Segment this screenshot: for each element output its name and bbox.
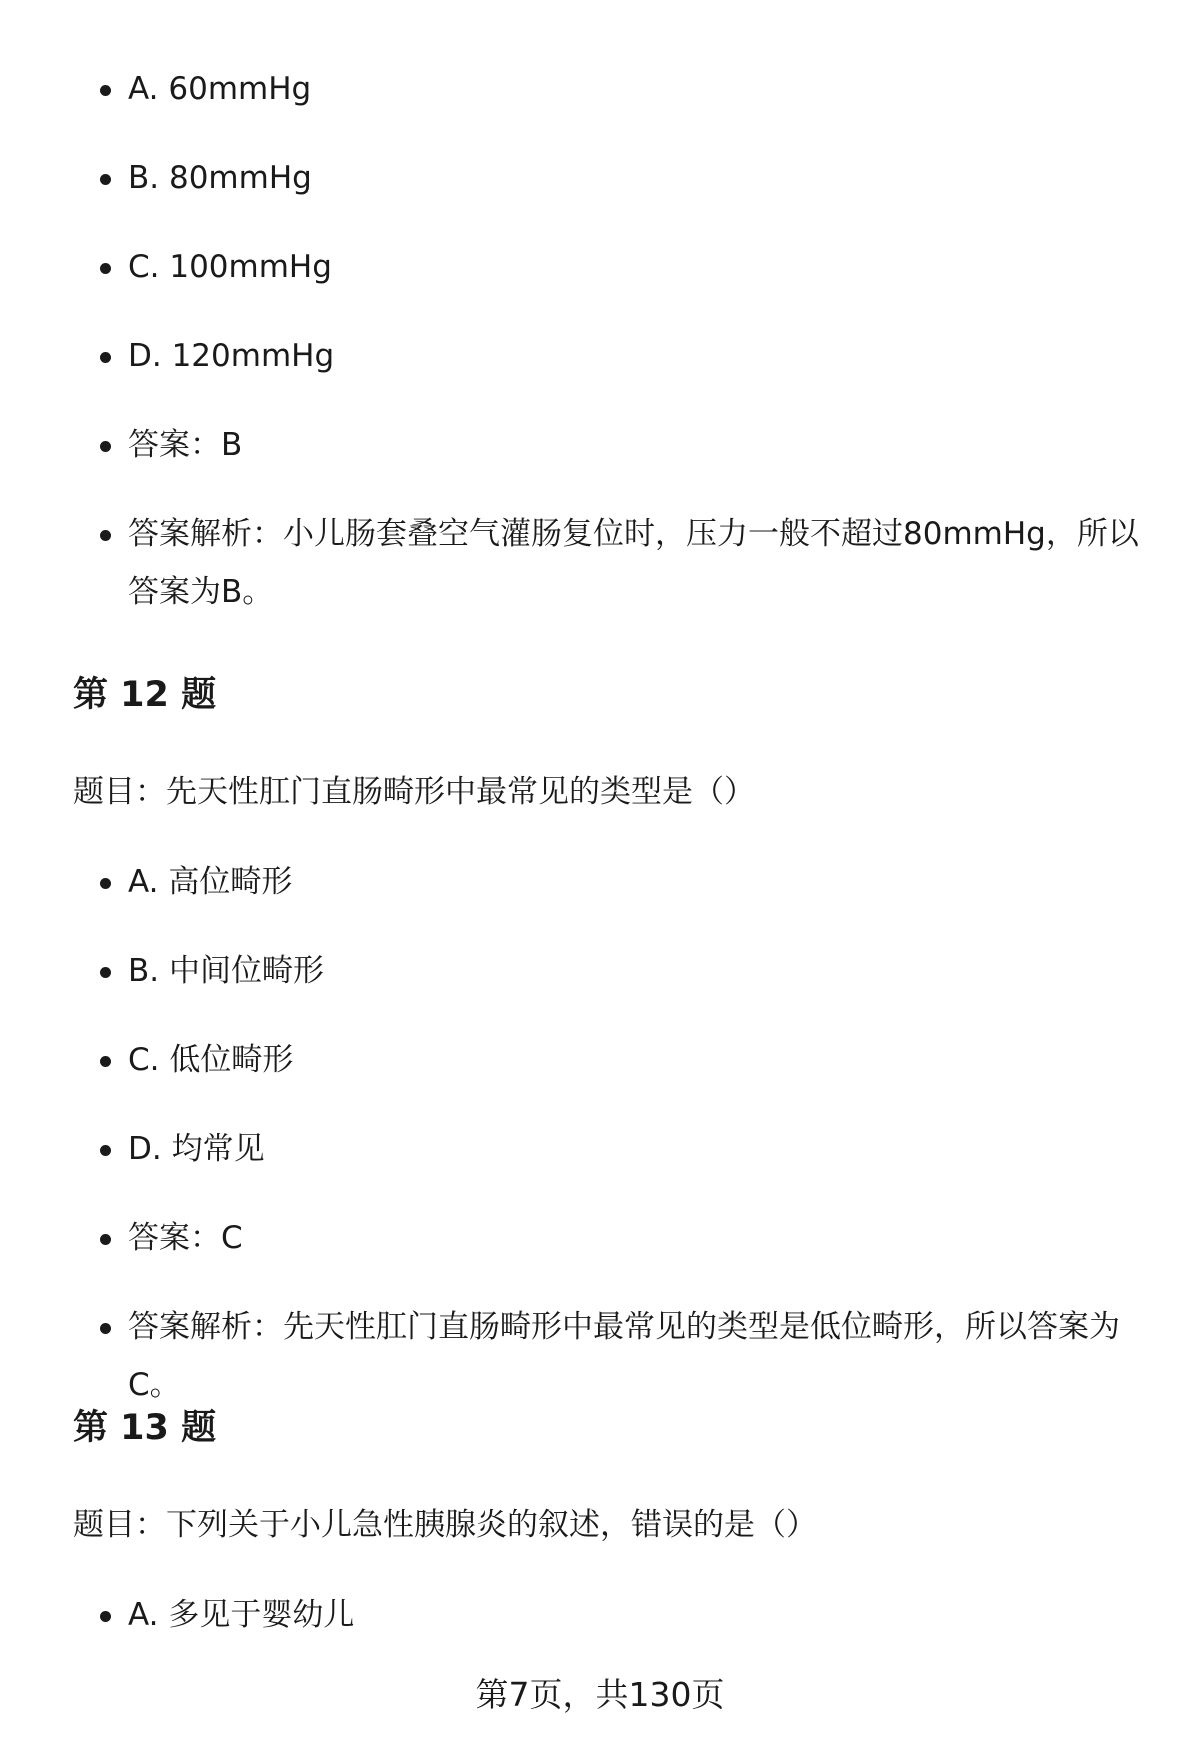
explanation-item: 答案解析：先天性肛门直肠畸形中最常见的类型是低位畸形，所以答案为C。 (128, 1298, 1158, 1414)
answer-item: 答案：C (128, 1209, 1158, 1267)
option-item: D. 均常见 (128, 1120, 1158, 1178)
option-item: D. 120mmHg (128, 327, 1158, 385)
question-stem: 题目：先天性肛门直肠畸形中最常见的类型是（） (73, 774, 755, 810)
explanation-item: 答案解析：小儿肠套叠空气灌肠复位时，压力一般不超过80mmHg，所以答案为B。 (128, 505, 1158, 621)
question-stem: 题目：下列关于小儿急性胰腺炎的叙述，错误的是（） (73, 1507, 817, 1543)
option-item: C. 低位畸形 (128, 1031, 1158, 1089)
option-item: B. 80mmHg (128, 149, 1158, 207)
page-number: 第7页，共130页 (475, 1675, 725, 1714)
option-item: A. 多见于婴幼儿 (128, 1586, 1158, 1644)
option-item: C. 100mmHg (128, 238, 1158, 296)
answer-item: 答案：B (128, 416, 1158, 474)
question-heading: 第 12 题 (73, 675, 217, 715)
option-item: A. 60mmHg (128, 60, 1158, 118)
option-item: B. 中间位畸形 (128, 942, 1158, 1000)
option-item: A. 高位畸形 (128, 853, 1158, 911)
question-heading: 第 13 题 (73, 1408, 217, 1448)
